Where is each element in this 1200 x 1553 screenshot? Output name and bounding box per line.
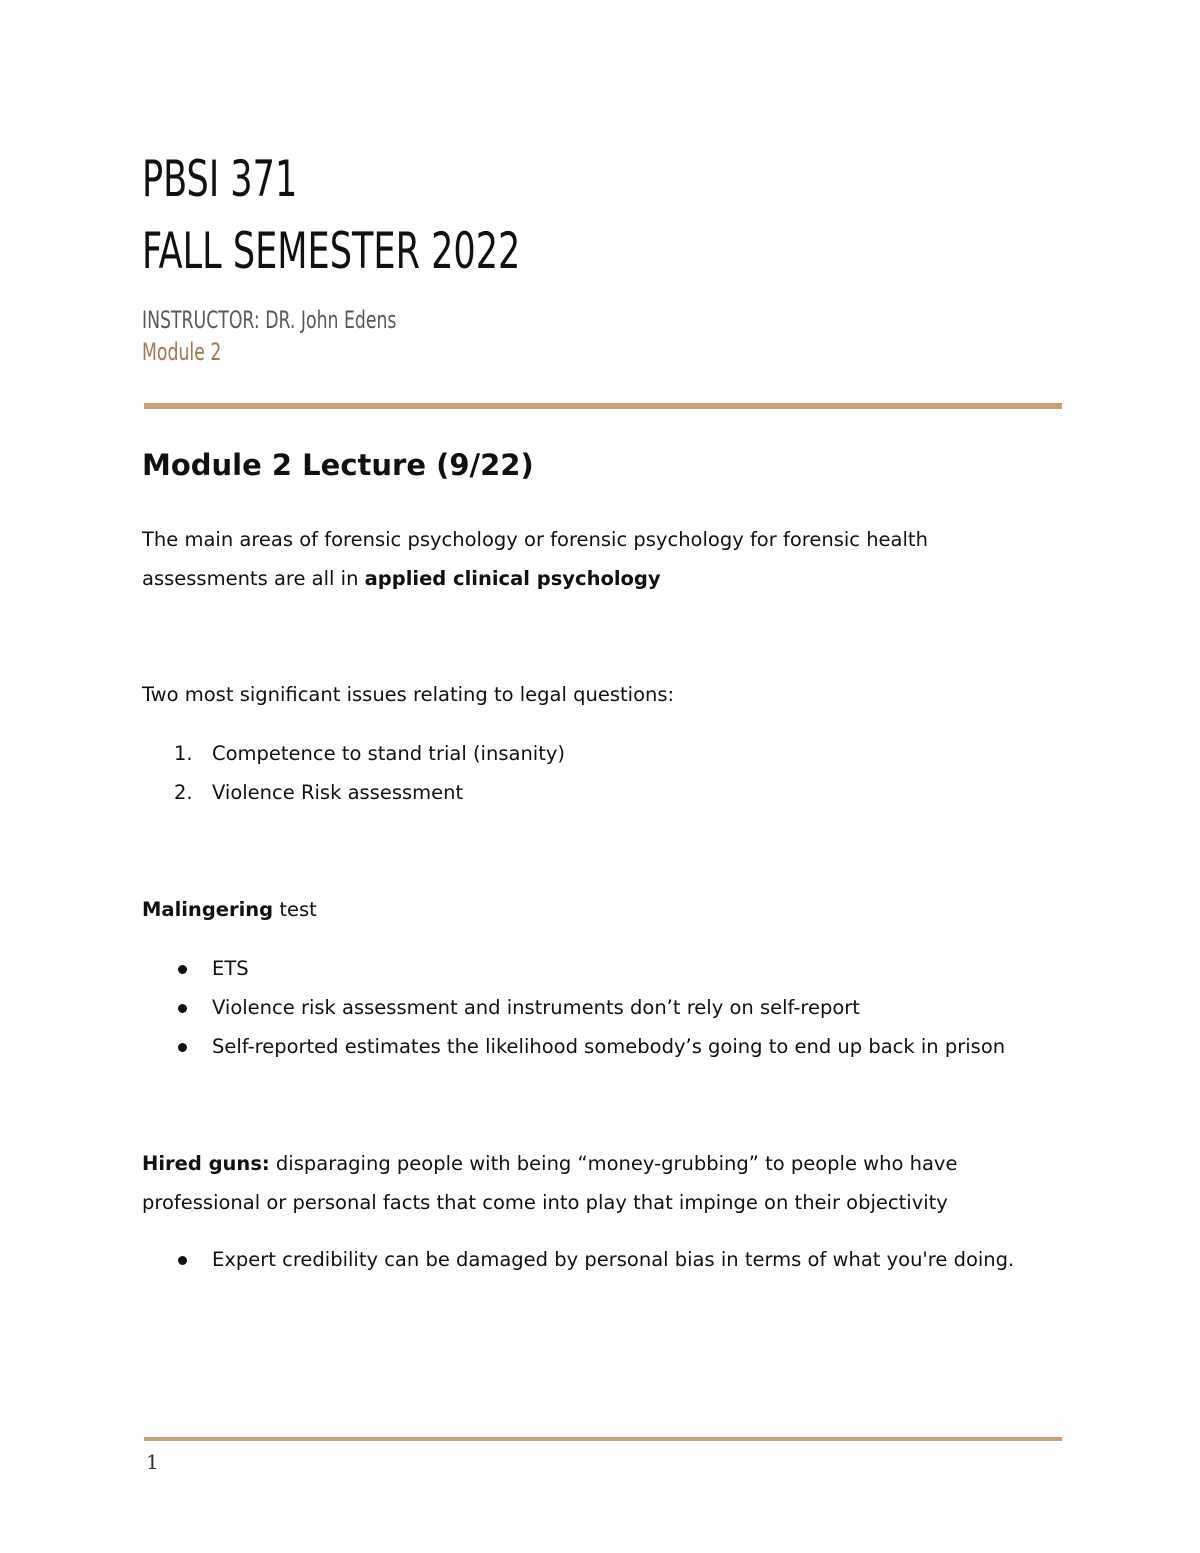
intro-bold-term: applied clinical psychology — [364, 567, 661, 590]
footer-divider — [144, 1437, 1062, 1441]
list-item — [142, 949, 1005, 988]
bullet-icon — [178, 965, 187, 974]
malingering-list — [142, 949, 1005, 1066]
legal-issues-lead: Two most significant issues relating to legal questions: — [142, 683, 675, 706]
course-title: PBSI 371 — [142, 150, 298, 208]
lecture-heading: Module 2 Lecture (9/22) — [142, 448, 534, 482]
module-label: Module 2 — [142, 338, 222, 366]
instructor-line: INSTRUCTOR: DR. John Edens — [142, 306, 397, 334]
intro-paragraph — [142, 520, 928, 598]
legal-issues-list — [142, 734, 565, 812]
hired-guns-list — [142, 1240, 1014, 1279]
semester-title: FALL SEMESTER 2022 — [142, 222, 521, 280]
list-item-text: ETS — [212, 957, 249, 980]
list-item-text: Violence Risk assessment — [212, 781, 464, 804]
intro-line-1: The main areas of forensic psychology or forensic psychology for forensic health — [142, 528, 928, 551]
list-item-text: Self-reported estimates the likelihood somebody’s going to end up back in prison — [212, 1035, 1006, 1058]
list-item-text: Competence to stand trial (insanity) — [212, 742, 566, 765]
hired-guns-line-2: professional or personal facts that come into play that impinge on their objectivity — [142, 1191, 948, 1214]
malingering-rest: test — [273, 898, 317, 921]
bullet-icon — [178, 1256, 187, 1265]
bullet-icon — [178, 1043, 187, 1052]
page-number: 1 — [146, 1450, 159, 1474]
malingering-bold-term: Malingering — [142, 898, 274, 921]
list-item — [142, 734, 565, 773]
bullet-icon — [178, 1004, 187, 1013]
list-item — [142, 1027, 1005, 1066]
list-number: 2. — [174, 781, 193, 804]
list-number: 1. — [174, 742, 193, 765]
list-item-text: Violence risk assessment and instruments don’t rely on self-report — [212, 996, 860, 1019]
hired-guns-line-1: disparaging people with being “money-grubbing” to people who have — [269, 1152, 958, 1175]
list-item — [142, 988, 1005, 1027]
header-divider — [144, 403, 1062, 409]
intro-line-2: assessments are all in — [142, 567, 365, 590]
list-item — [142, 773, 565, 812]
list-item — [142, 1240, 1014, 1279]
hired-guns-bold-term: Hired guns: — [142, 1152, 270, 1175]
hired-guns-paragraph — [142, 1144, 957, 1222]
malingering-paragraph — [142, 890, 317, 929]
list-item-text: Expert credibility can be damaged by personal bias in terms of what you're doing. — [212, 1248, 1015, 1271]
